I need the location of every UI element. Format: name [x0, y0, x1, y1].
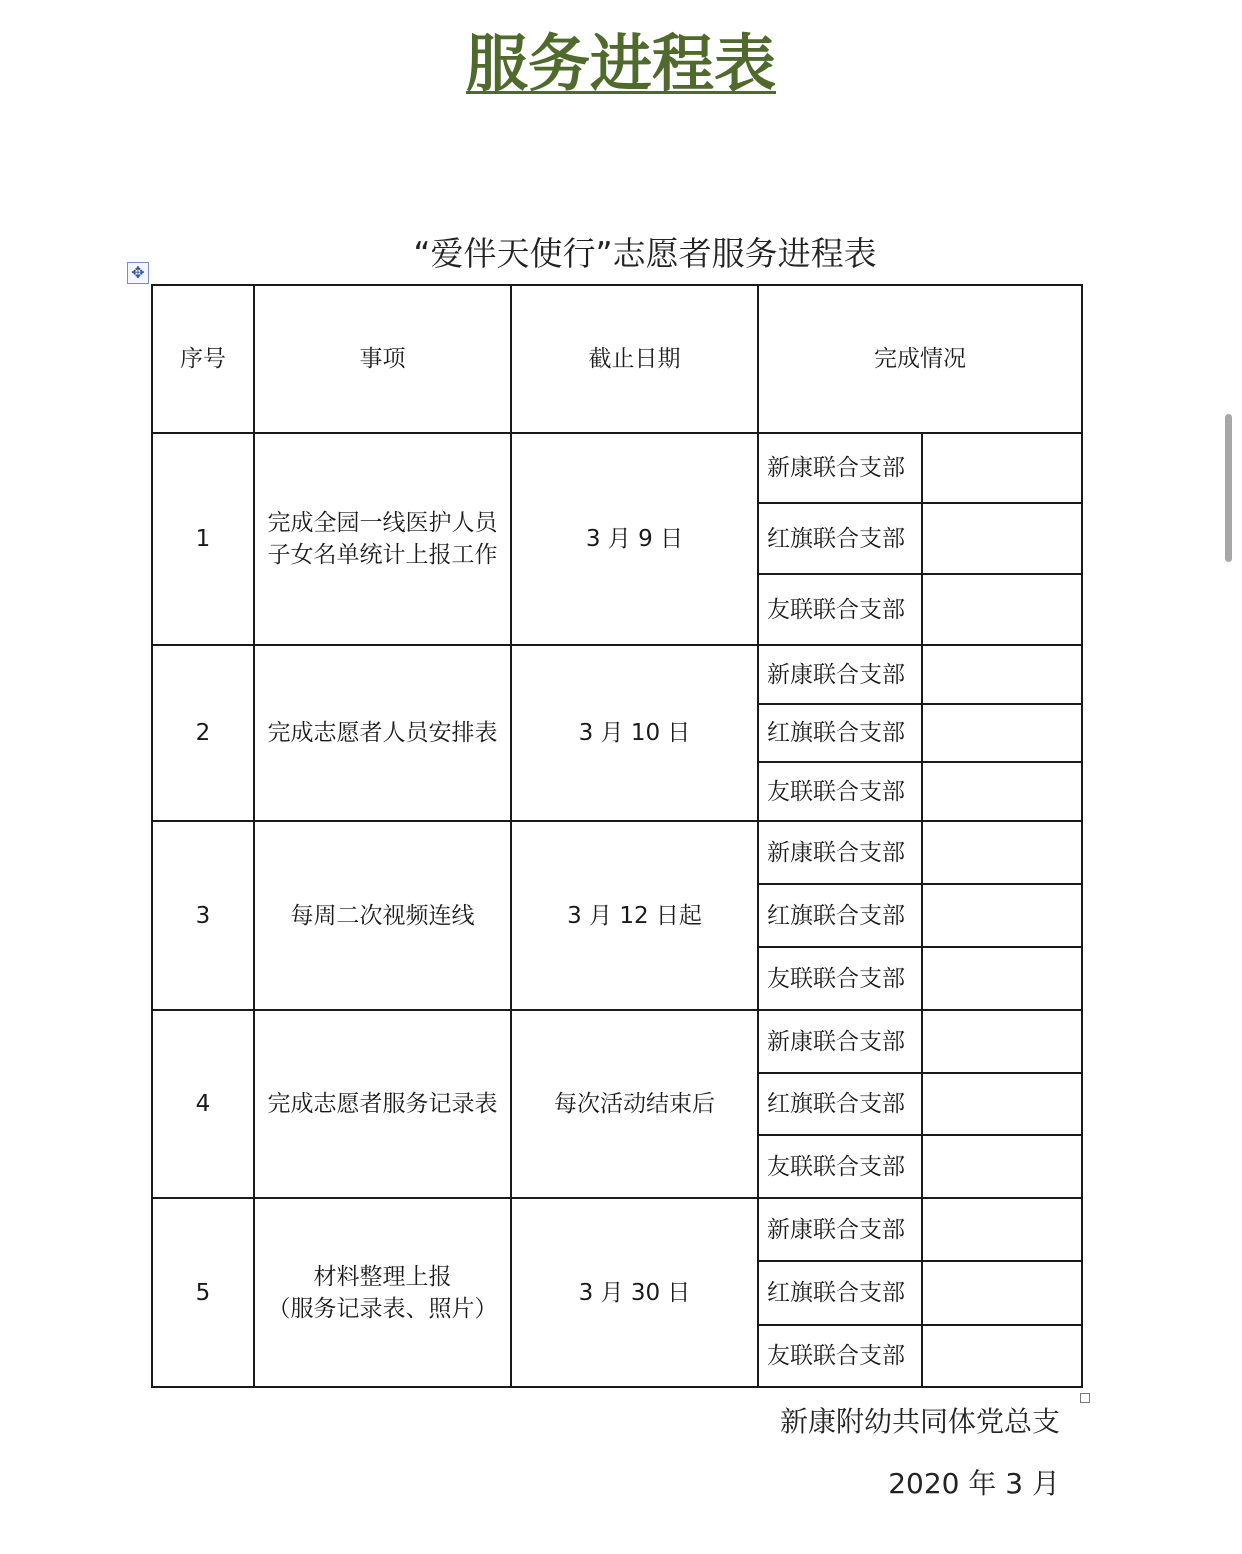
- table-caption: “爱伴天使行”志愿者服务进程表: [413, 234, 877, 273]
- unit-label: 新康联合支部: [758, 821, 922, 884]
- footer-organization: 新康附幼共同体党总支: [779, 1405, 1060, 1438]
- table-row: [152, 821, 1082, 884]
- row-deadline: 3 月 30 日: [511, 1198, 758, 1387]
- move-arrows-icon[interactable]: ✥: [127, 262, 149, 284]
- table-row: [152, 1198, 1082, 1261]
- row-deadline: 每次活动结束后: [511, 1010, 758, 1198]
- unit-label: 红旗联合支部: [758, 1073, 922, 1135]
- progress-table: [151, 284, 1083, 1388]
- unit-label: 友联联合支部: [758, 1135, 922, 1198]
- table-row: [152, 433, 1082, 503]
- page-title: [0, 28, 1242, 100]
- table-header-row: [152, 285, 1082, 433]
- unit-label: 友联联合支部: [758, 762, 922, 821]
- row-seq: 2: [152, 645, 254, 821]
- unit-label: 新康联合支部: [758, 433, 922, 503]
- status-cell[interactable]: [922, 1010, 1082, 1073]
- status-cell[interactable]: [922, 947, 1082, 1010]
- row-seq: 5: [152, 1198, 254, 1387]
- table-row: [152, 645, 1082, 704]
- unit-label: 友联联合支部: [758, 1325, 922, 1387]
- header-status: 完成情况: [758, 285, 1082, 433]
- table-row: [152, 1010, 1082, 1073]
- status-cell[interactable]: [922, 574, 1082, 645]
- status-cell[interactable]: [922, 762, 1082, 821]
- footer-date: 2020 年 3 月: [888, 1467, 1060, 1500]
- scrollbar-thumb[interactable]: [1225, 414, 1232, 562]
- row-item-line: 材料整理上报: [313, 1263, 452, 1290]
- unit-label: 新康联合支部: [758, 1010, 922, 1073]
- row-deadline: 3 月 10 日: [511, 645, 758, 821]
- status-cell[interactable]: [922, 704, 1082, 762]
- resize-square-icon[interactable]: [1080, 1393, 1090, 1403]
- status-cell[interactable]: [922, 1261, 1082, 1325]
- unit-label: 友联联合支部: [758, 574, 922, 645]
- unit-label: 红旗联合支部: [758, 704, 922, 762]
- row-seq: 1: [152, 433, 254, 645]
- status-cell[interactable]: [922, 645, 1082, 704]
- status-cell[interactable]: [922, 884, 1082, 947]
- header-deadline: 截止日期: [511, 285, 758, 433]
- unit-label: 新康联合支部: [758, 1198, 922, 1261]
- row-item: 完成志愿者服务记录表: [254, 1010, 511, 1198]
- status-cell[interactable]: [922, 1198, 1082, 1261]
- unit-label: 红旗联合支部: [758, 1261, 922, 1325]
- status-cell[interactable]: [922, 1073, 1082, 1135]
- unit-label: 红旗联合支部: [758, 503, 922, 574]
- status-cell[interactable]: [922, 821, 1082, 884]
- unit-label: 友联联合支部: [758, 947, 922, 1010]
- row-item-line: （服务记录表、照片）: [267, 1295, 498, 1322]
- row-item: 每周二次视频连线: [254, 821, 511, 1010]
- row-deadline: 3 月 9 日: [511, 433, 758, 645]
- page-title-text: 服务进程表: [465, 27, 776, 100]
- unit-label: 红旗联合支部: [758, 884, 922, 947]
- row-deadline: 3 月 12 日起: [511, 821, 758, 1010]
- row-item: [254, 433, 511, 645]
- unit-label: 新康联合支部: [758, 645, 922, 704]
- status-cell[interactable]: [922, 433, 1082, 503]
- row-item-line: 子女名单统计上报工作: [267, 542, 498, 568]
- row-seq: 4: [152, 1010, 254, 1198]
- status-cell[interactable]: [922, 503, 1082, 574]
- row-item: [254, 1198, 511, 1387]
- status-cell[interactable]: [922, 1135, 1082, 1198]
- status-cell[interactable]: [922, 1325, 1082, 1387]
- header-seq: 序号: [152, 285, 254, 433]
- row-seq: 3: [152, 821, 254, 1010]
- row-item-line: 完成全园一线医护人员: [267, 510, 498, 536]
- header-item: 事项: [254, 285, 511, 433]
- row-item: 完成志愿者人员安排表: [254, 645, 511, 821]
